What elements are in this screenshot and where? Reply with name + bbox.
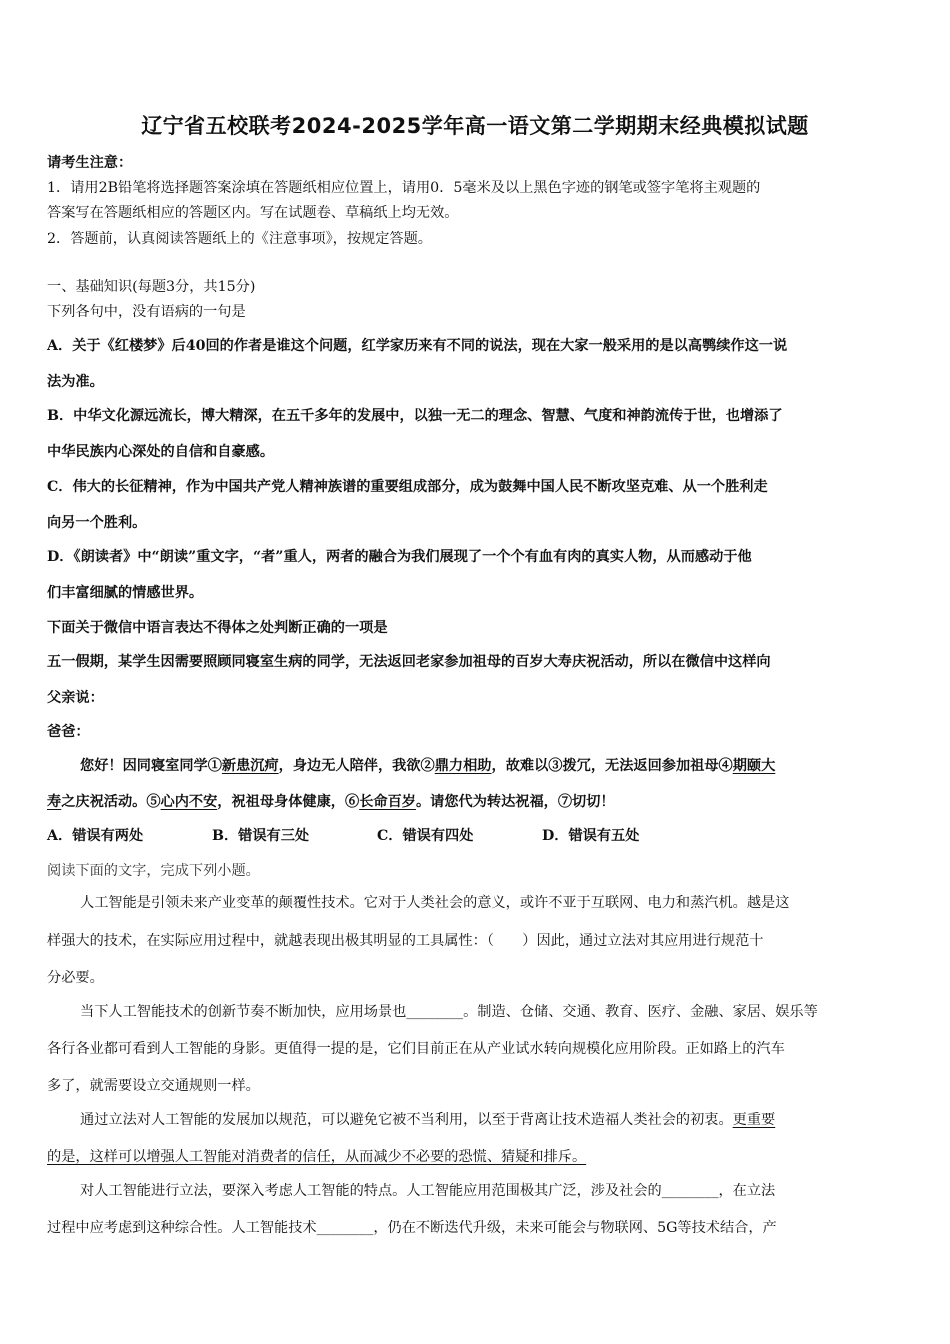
passage-p4-line-1: 对人工智能进行立法，要深入考虑人工智能的特点。人工智能应用范围极其广泛，涉及社会的________，在立法 — [80, 1183, 776, 1199]
q1-option-c: C．伟大的长征精神，作为中国共产党人精神族谱的重要组成部分，成为鼓舞中国人民不断攻坚克难、从一个胜利走 — [47, 479, 768, 495]
q2-option-a: A．错误有两处 — [47, 828, 144, 844]
passage-p3-line-1 — [80, 1109, 907, 1129]
q2-option-b: B．错误有三处 — [212, 828, 310, 844]
passage-p3-line-2 — [47, 1146, 907, 1166]
q1-option-d-cont: 们丰富细腻的情感世界。 — [47, 585, 204, 601]
reading-instruction: 阅读下面的文字，完成下列小题。 — [47, 863, 260, 879]
passage-text: 通过立法对人工智能的发展加以规范，可以避免它被不当利用，以至于背离让技术造福人类社会的初衷。 — [80, 1112, 733, 1128]
question-1-stem: 下列各句中，没有语病的一句是 — [47, 304, 246, 320]
page-title: 辽宁省五校联考2024-2025学年高一语文第二学期期末经典模拟试题 — [141, 114, 809, 138]
q1-option-b-cont: 中华民族内心深处的自信和自豪感。 — [47, 444, 275, 460]
q2-message-line-2 — [47, 791, 907, 811]
passage-p1-line-3: 分必要。 — [47, 970, 104, 986]
q1-option-a: A．关于《红楼梦》后40回的作者是谁这个问题，红学家历来有不同的说法，现在大家一般采用的是以高鹗续作这一说 — [47, 338, 788, 354]
q2-option-d: D．错误有五处 — [542, 828, 640, 844]
passage-underlined: 的是，这样可以增强人工智能对消费者的信任，从而减少不必要的恐慌、猜疑和排斥。 — [47, 1149, 587, 1165]
passage-p2-line-3: 多了，就需要设立交通规则一样。 — [47, 1078, 260, 1094]
msg-underlined: 寿 — [47, 794, 62, 810]
msg-text: ，身边无人陪伴，我欲② — [278, 758, 435, 774]
msg-underlined: 鼎力相助 — [434, 758, 492, 774]
q2-message-line-1 — [80, 755, 907, 775]
passage-p4-line-2: 过程中应考虑到这种综合性。人工智能技术________，仍在不断迭代升级，未来可能会与物联网、5G等技术结合，产 — [47, 1220, 777, 1236]
q1-option-c-cont: 向另一个胜利。 — [47, 515, 147, 531]
msg-underlined: 期颐大 — [732, 758, 776, 774]
msg-text: 之庆祝活动。⑤ — [61, 794, 161, 810]
notice-item-1-cont: 答案写在答题纸相应的答题区内。写在试题卷、草稿纸上均无效。 — [47, 205, 459, 221]
msg-underlined: 心内不安 — [160, 794, 218, 810]
passage-p1-line-1: 人工智能是引领未来产业变革的颠覆性技术。它对于人类社会的意义，或许不亚于互联网、电力和蒸汽机。越是这 — [80, 895, 790, 911]
notice-item-1: 1．请用2B铅笔将选择题答案涂填在答题纸相应位置上，请用0．5毫米及以上黑色字迹的钢笔或签字笔将主观题的 — [47, 180, 761, 196]
q2-salutation: 爸爸： — [47, 724, 90, 740]
q1-option-a-cont: 法为准。 — [47, 374, 104, 390]
section-heading: 一、基础知识(每题3分，共15分) — [47, 279, 256, 295]
msg-text: 您好！因同寝室同学① — [80, 758, 222, 774]
msg-text: ，故难以③拨冗，无法返回参加祖母④ — [491, 758, 733, 774]
q2-context-cont: 父亲说： — [47, 690, 104, 706]
q2-option-c: C．错误有四处 — [377, 828, 474, 844]
notice-heading: 请考生注意： — [47, 155, 133, 171]
q1-option-d: D．《朗读者》中“朗读”重文字，“者”重人，两者的融合为我们展现了一个个有血有肉的真实人物，从而感动于他 — [47, 549, 752, 565]
notice-item-2: 2．答题前，认真阅读答题纸上的《注意事项》，按规定答题。 — [47, 231, 432, 247]
msg-underlined: 长命百岁 — [359, 794, 416, 810]
passage-underlined: 更重要 — [732, 1112, 776, 1128]
passage-p2-line-2: 各行各业都可看到人工智能的身影。更值得一提的是，它们目前正在从产业试水转向规模化应用阶段。正如路上的汽车 — [47, 1041, 785, 1057]
q2-context: 五一假期，某学生因需要照顾同寝室生病的同学，无法返回老家参加祖母的百岁大寿庆祝活动，所以在微信中这样向 — [47, 654, 771, 670]
msg-text: 。请您代为转达祝福，⑦切切！ — [415, 794, 615, 810]
msg-underlined: 新患沉疴 — [221, 758, 279, 774]
question-2-stem: 下面关于微信中语言表达不得体之处判断正确的一项是 — [47, 620, 388, 636]
msg-text: ，祝祖母身体健康，⑥ — [217, 794, 360, 810]
passage-p2-line-1: 当下人工智能技术的创新节奏不断加快，应用场景也________。制造、仓储、交通、教育、医疗、金融、家居、娱乐等 — [80, 1004, 818, 1020]
q1-option-b: B．中华文化源远流长，博大精深，在五千多年的发展中，以独一无二的理念、智慧、气度和神韵流传于世，也增添了 — [47, 408, 783, 424]
passage-p1-line-2: 样强大的技术，在实际应用过程中，就越表现出极其明显的工具属性：（ ）因此，通过立法对其应用进行规范十 — [47, 933, 764, 949]
